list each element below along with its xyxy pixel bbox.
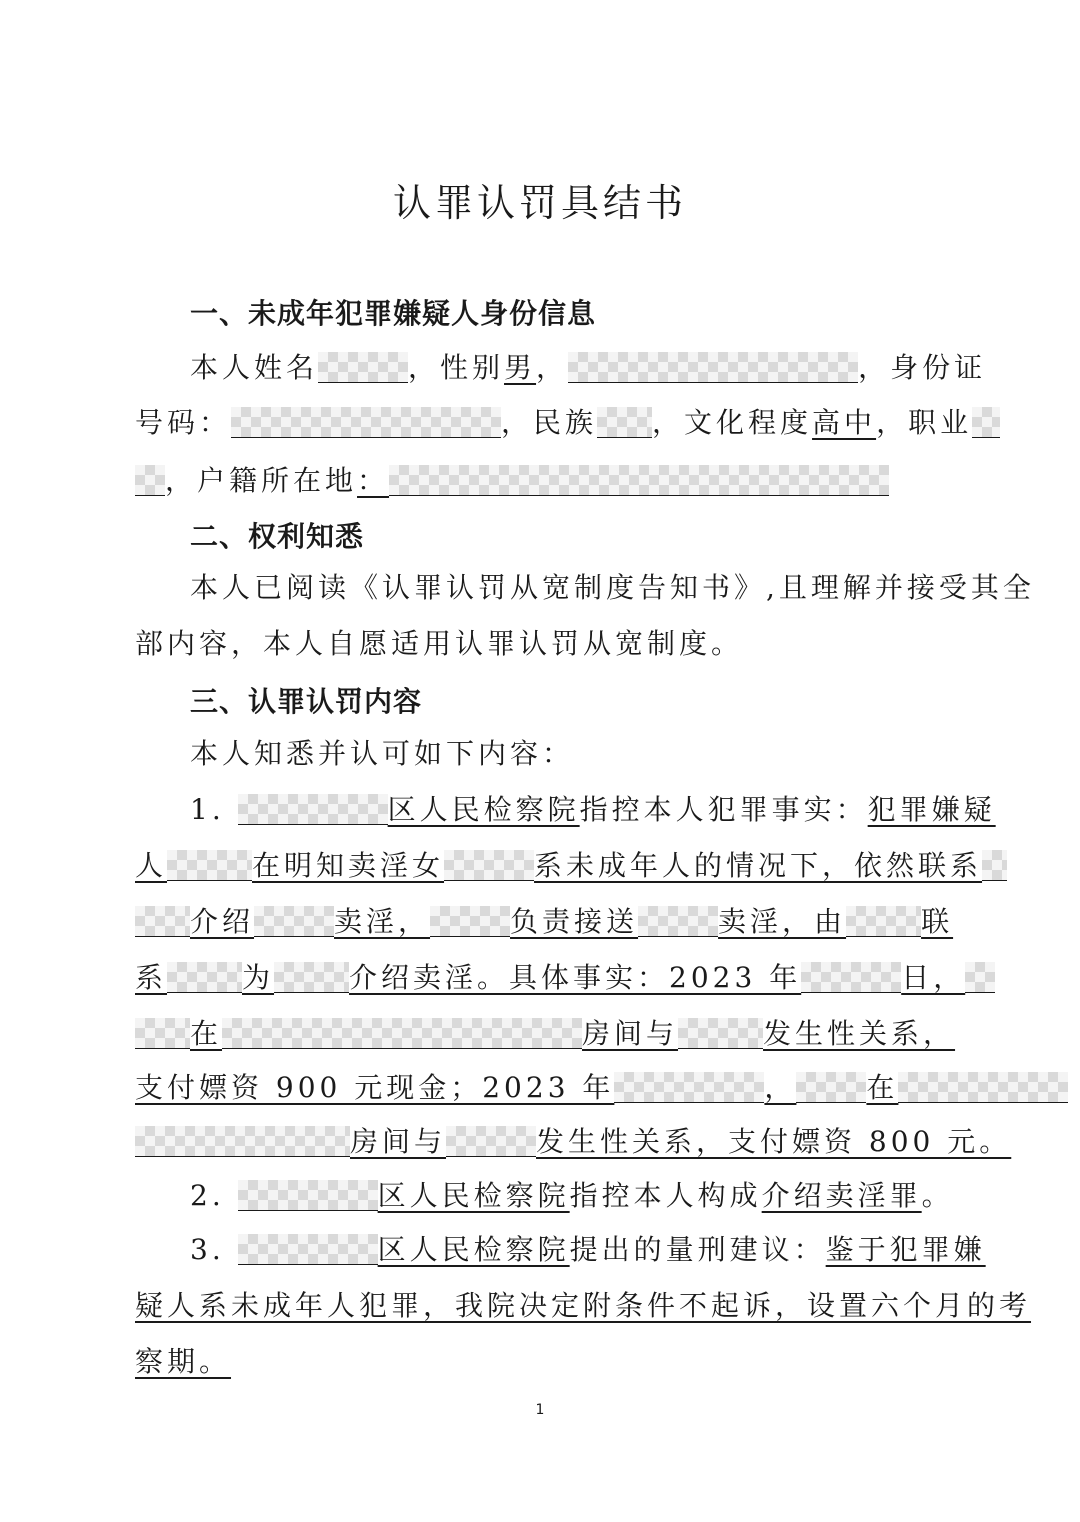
fact-text: 在 xyxy=(866,1071,899,1104)
redacted-person xyxy=(254,906,334,937)
redacted-name xyxy=(318,352,408,383)
ethnicity-label: ，民族 xyxy=(501,406,598,439)
name-label: 本人姓名 xyxy=(190,351,319,384)
section3-intro: 本人知悉并认可如下内容： xyxy=(190,737,575,770)
section1-line3 xyxy=(135,461,889,501)
redacted-date xyxy=(801,962,901,993)
redacted-person xyxy=(135,1018,190,1049)
fact-text: 发生性关系， xyxy=(763,1017,956,1050)
fact-text: 系未成年人的情况下，依然联系 xyxy=(534,849,983,882)
item3-line2 xyxy=(135,1286,1031,1326)
redacted-birthdate xyxy=(568,352,858,383)
fact-text: 负责接送 xyxy=(510,905,639,938)
fact-text: 介绍 xyxy=(190,905,255,938)
redacted-victim xyxy=(444,850,534,881)
redacted-person xyxy=(135,906,190,937)
item2-charge-label: 指控本人构成 xyxy=(569,1179,762,1212)
item3-recommendation-start: 鉴于犯罪嫌 xyxy=(825,1233,986,1266)
page-number: 1 xyxy=(535,1402,545,1418)
redacted-person xyxy=(430,906,510,937)
domicile-label: ，户籍所在地 xyxy=(165,464,358,497)
item1-line7 xyxy=(135,1122,1011,1162)
fact-text: 系 xyxy=(135,961,168,994)
education-value: 高中 xyxy=(812,406,877,439)
fact-text: 卖淫， xyxy=(334,905,431,938)
redacted-person xyxy=(678,1018,763,1049)
redacted-date xyxy=(614,1072,764,1103)
item3-recommendation-label: 提出的量刑建议： xyxy=(569,1233,826,1266)
comma: ， xyxy=(536,351,569,384)
fact-text: ， xyxy=(764,1071,797,1104)
redacted-occupation-cont xyxy=(135,465,165,496)
fact-text: 房间与 xyxy=(582,1017,679,1050)
fact-text: 为 xyxy=(242,961,275,994)
redacted-suspect xyxy=(167,850,252,881)
document-title: 认罪认罚具结书 xyxy=(392,181,687,225)
redacted-district xyxy=(238,1234,378,1265)
item2-line xyxy=(190,1176,954,1216)
redacted-person xyxy=(167,962,242,993)
item3-recommendation-text: 疑人系未成年人犯罪，我院决定附条件不起诉，设置六个月的考 xyxy=(135,1289,1032,1322)
occupation-label: ，职业 xyxy=(876,406,973,439)
redacted-person xyxy=(982,850,1007,881)
item1-fact-start: 犯罪嫌疑 xyxy=(867,793,996,826)
redacted-location xyxy=(135,1126,350,1157)
redacted-district xyxy=(238,794,388,825)
item1-line1 xyxy=(190,790,996,830)
id-label-start: ，身份证 xyxy=(858,351,987,384)
redacted-district xyxy=(238,1180,378,1211)
gender-label: ，性别 xyxy=(408,351,505,384)
item1-line6 xyxy=(135,1068,1068,1108)
section2-para-line2: 部内容，本人自愿适用认罪认罚从宽制度。 xyxy=(135,627,744,660)
redacted-location xyxy=(898,1072,1068,1103)
redacted-ethnicity xyxy=(597,407,652,438)
fact-text: 人 xyxy=(135,849,168,882)
item2-number: 2. xyxy=(190,1179,225,1212)
gender-value: 男 xyxy=(504,351,537,384)
item3-number: 3. xyxy=(190,1233,225,1266)
fact-text: 房间与 xyxy=(350,1125,447,1158)
fact-text: 发生性关系，支付嫖资 800 元。 xyxy=(536,1125,1012,1158)
item3-line3 xyxy=(135,1342,231,1382)
redacted-person xyxy=(638,906,718,937)
item1-line2 xyxy=(135,846,1007,886)
section2-para-line1: 本人已阅读《认罪认罚从宽制度告知书》,且理解并接受其全 xyxy=(190,571,1035,604)
item3-procuratorate: 区人民检察院 xyxy=(377,1233,570,1266)
fact-text: 介绍卖淫。具体事实：2023 年 xyxy=(349,961,802,994)
fact-text: 在 xyxy=(190,1017,223,1050)
section1-heading: 一、未成年犯罪嫌疑人身份信息 xyxy=(190,297,597,330)
item3-recommendation-end: 察期。 xyxy=(135,1345,232,1378)
education-label: ，文化程度 xyxy=(652,406,813,439)
item1-line4 xyxy=(135,958,995,998)
item1-procuratorate: 区人民检察院 xyxy=(387,793,580,826)
section2-heading: 二、权利知悉 xyxy=(190,520,365,553)
redacted-id-number xyxy=(231,407,501,438)
item2-procuratorate: 区人民检察院 xyxy=(377,1179,570,1212)
domicile-colon: ： xyxy=(357,464,390,497)
item3-line1 xyxy=(190,1230,986,1270)
redacted-person xyxy=(796,1072,866,1103)
id-label-end: 号码： xyxy=(135,406,232,439)
redacted-person xyxy=(274,962,349,993)
redacted-domicile xyxy=(389,465,889,496)
fact-text: 联 xyxy=(921,905,954,938)
item2-period: 。 xyxy=(921,1179,954,1212)
redacted-location xyxy=(222,1018,582,1049)
section1-line2 xyxy=(135,403,1000,443)
fact-text: 卖淫，由 xyxy=(718,905,847,938)
item1-charge-label: 指控本人犯罪事实： xyxy=(579,793,868,826)
fact-text: 支付嫖资 900 元现金；2023 年 xyxy=(135,1071,615,1104)
redacted-occupation xyxy=(972,407,1000,438)
item2-charge: 介绍卖淫罪 xyxy=(761,1179,922,1212)
item1-number: 1. xyxy=(190,793,225,826)
item1-line3 xyxy=(135,902,953,942)
redacted-person xyxy=(446,1126,536,1157)
item1-line5 xyxy=(135,1014,955,1054)
redacted-person xyxy=(846,906,921,937)
redacted-person xyxy=(965,962,995,993)
section1-line1 xyxy=(190,348,986,388)
fact-text: 在明知卖淫女 xyxy=(252,849,445,882)
section3-heading: 三、认罪认罚内容 xyxy=(190,685,423,718)
fact-text: 日， xyxy=(901,961,966,994)
